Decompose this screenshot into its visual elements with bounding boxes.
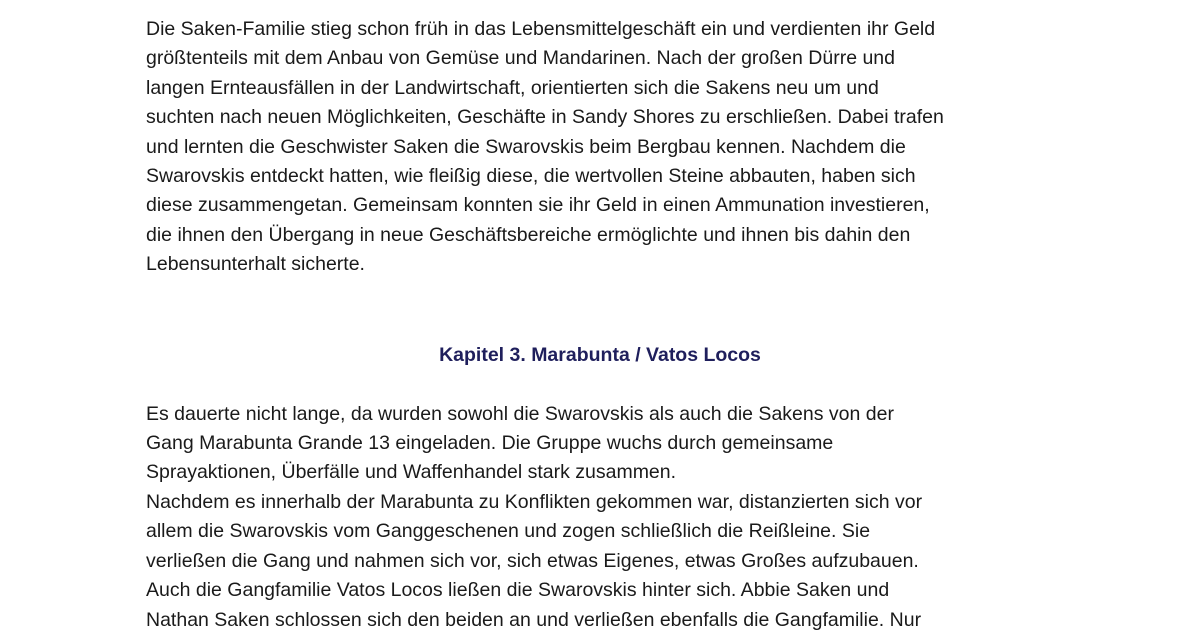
text-line: suchten nach neuen Möglichkeiten, Geschäfte in Sandy Shores zu erschließen. Dabei trafen xyxy=(146,106,944,129)
text-line: diese zusammengetan. Gemeinsam konnten sie ihr Geld in einen Ammunation investieren, xyxy=(146,194,930,217)
text-line: größtenteils mit dem Anbau von Gemüse und Mandarinen. Nach der großen Dürre und xyxy=(146,47,895,70)
text-line: Nachdem es innerhalb der Marabunta zu Konflikten gekommen war, distanzierten sich vor xyxy=(146,490,923,513)
text-line: allem die Swarovskis vom Ganggeschenen und zogen schließlich die Reißleine. Sie xyxy=(146,520,871,543)
text-line: Es dauerte nicht lange, da wurden sowohl die Swarovskis als auch die Sakens von der xyxy=(146,402,894,425)
text-line: Auch die Gangfamilie Vatos Locos ließen die Swarovskis hinter sich. Abbie Saken und xyxy=(146,579,890,602)
text-line: Gang Marabunta Grande 13 eingeladen. Die Gruppe wuchs durch gemeinsame xyxy=(146,432,834,455)
paragraph-marabunta xyxy=(146,400,1066,630)
text-line: die ihnen den Übergang in neue Geschäftsbereiche ermöglichte und ihnen bis dahin den xyxy=(146,223,911,246)
paragraph-saken-family xyxy=(146,15,1066,280)
document-body xyxy=(146,15,1066,630)
text-line: Sprayaktionen, Überfälle und Waffenhandel stark zusammen. xyxy=(146,461,677,484)
text-line: und lernten die Geschwister Saken die Swarovskis beim Bergbau kennen. Nachdem die xyxy=(146,135,906,158)
text-line: Nathan Saken schlossen sich den beiden an und verließen ebenfalls die Gangfamilie. Nur xyxy=(146,608,922,630)
text-line: langen Ernteausfällen in der Landwirtschaft, orientierten sich die Sakens neu um und xyxy=(146,76,879,99)
text-line: verließen die Gang und nahmen sich vor, sich etwas Eigenes, etwas Großes aufzubauen. xyxy=(146,549,919,572)
text-line: Swarovskis entdeckt hatten, wie fleißig diese, die wertvollen Steine abbauten, haben sich xyxy=(146,165,916,188)
text-line: Lebensunterhalt sicherte. xyxy=(146,253,365,276)
text-line: Die Saken-Familie stieg schon früh in das Lebensmittelgeschäft ein und verdienten ihr Geld xyxy=(146,18,936,40)
chapter-heading: Kapitel 3. Marabunta / Vatos Locos xyxy=(439,343,761,366)
